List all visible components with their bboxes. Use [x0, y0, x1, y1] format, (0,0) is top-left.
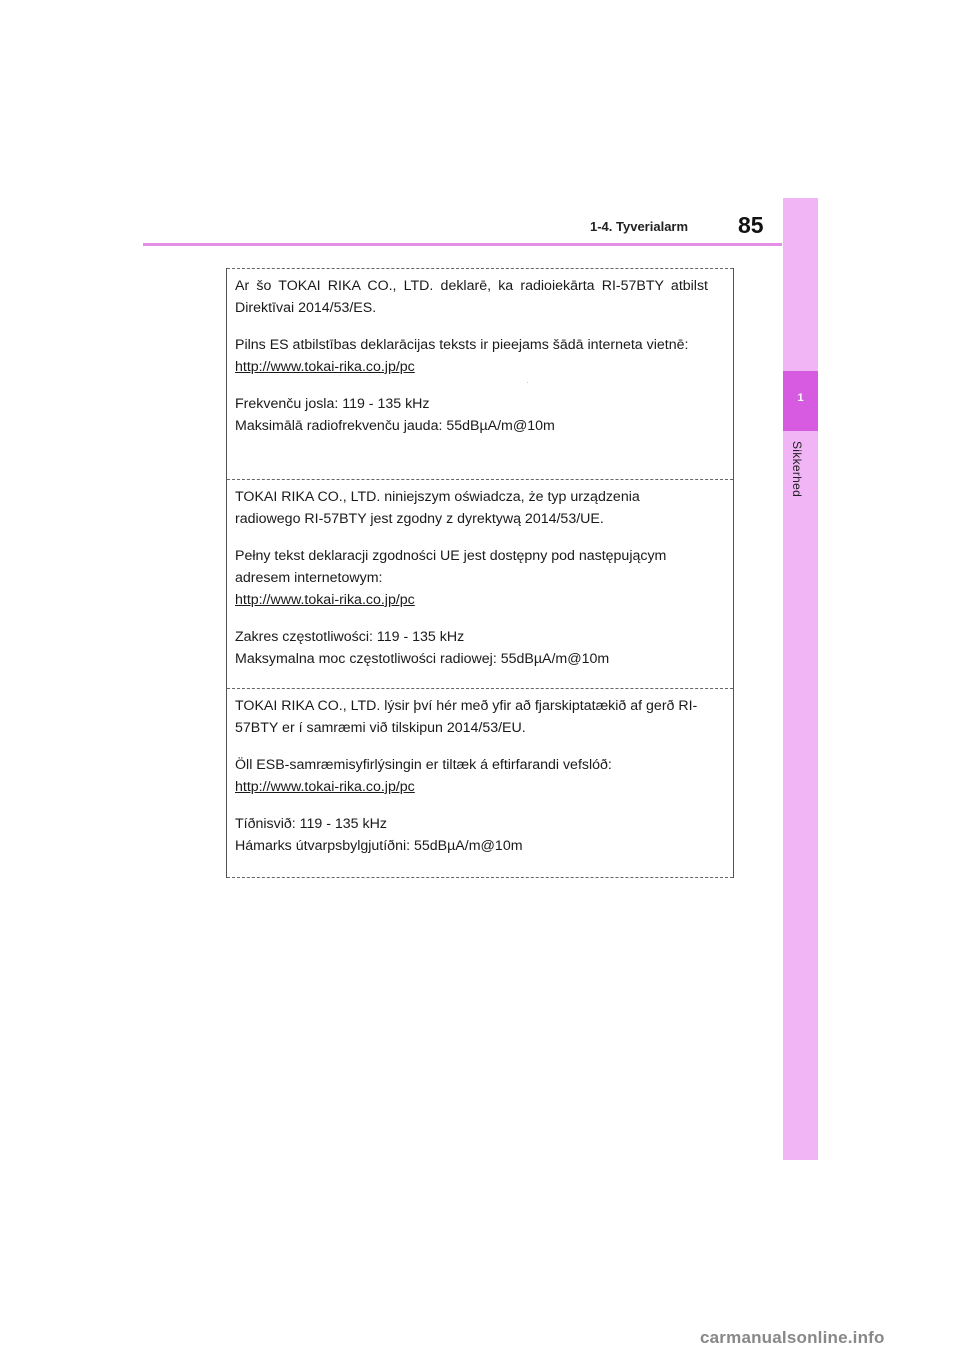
declaration-url[interactable]: http://www.tokai-rika.co.jp/pc — [235, 779, 415, 795]
power-line: Hámarks útvarpsbylgjutíðni: 55dBµA/m@10m — [235, 838, 523, 854]
declaration-availability: Pilns ES atbilstības deklarācijas teksts ir pieejams šādā interneta vietnē: — [235, 337, 689, 353]
declaration-section-latvian — [227, 268, 733, 479]
chapter-side-tab[interactable] — [783, 198, 818, 1160]
declaration-url[interactable]: http://www.tokai-rika.co.jp/pc — [235, 359, 415, 375]
declaration-availability: Öll ESB-samræmisyfirlýsingin er tiltæk á eftirfarandi vefslóð: — [235, 757, 612, 773]
declaration-url-link[interactable] — [235, 356, 708, 378]
frequency-line: Tíðnisvið: 119 - 135 kHz — [235, 816, 387, 832]
declaration-availability: Pełny tekst deklaracji zgodności UE jest dostępny pod następującym adresem internetowym: — [235, 548, 667, 586]
page-number: 85 — [738, 212, 764, 238]
declaration-url-link[interactable] — [235, 776, 708, 798]
section-title: 1-4. Tyverialarm — [590, 219, 689, 234]
chapter-number: 1 — [797, 392, 804, 404]
declaration-url[interactable]: http://www.tokai-rika.co.jp/pc — [235, 592, 415, 608]
declaration-section-icelandic — [227, 688, 733, 878]
scan-speck — [527, 382, 528, 383]
power-line: Maksimālā radiofrekvenču jauda: 55dBµA/m@10m — [235, 418, 555, 434]
declaration-statement: TOKAI RIKA CO., LTD. lýsir því hér með yfir að fjarskiptatækið af gerð RI-57BTY er í samræmi við tilskipun 2014/53/EU. — [235, 698, 698, 736]
header-rule — [143, 243, 782, 246]
declaration-section-polish — [227, 479, 733, 688]
chapter-label: Sikkerhed — [790, 441, 804, 498]
declaration-statement: Ar šo TOKAI RIKA CO., LTD. deklarē, ka radioiekārta RI-57BTY atbilst Direktīvai 2014/53/ES. — [235, 278, 708, 316]
frequency-line: Frekvenču josla: 119 - 135 kHz — [235, 396, 430, 412]
footer-watermark: carmanualsonline.info — [700, 1328, 885, 1347]
declaration-box — [226, 268, 734, 878]
frequency-line: Zakres częstotliwości: 119 - 135 kHz — [235, 629, 465, 645]
declaration-statement: TOKAI RIKA CO., LTD. niniejszym oświadcza, że typ urządzenia radiowego RI-57BTY jest zgodny z dyrektywą 2014/53/UE. — [235, 489, 640, 527]
power-line: Maksymalna moc częstotliwości radiowej: 55dBµA/m@10m — [235, 651, 610, 667]
declaration-url-link[interactable] — [235, 589, 708, 611]
